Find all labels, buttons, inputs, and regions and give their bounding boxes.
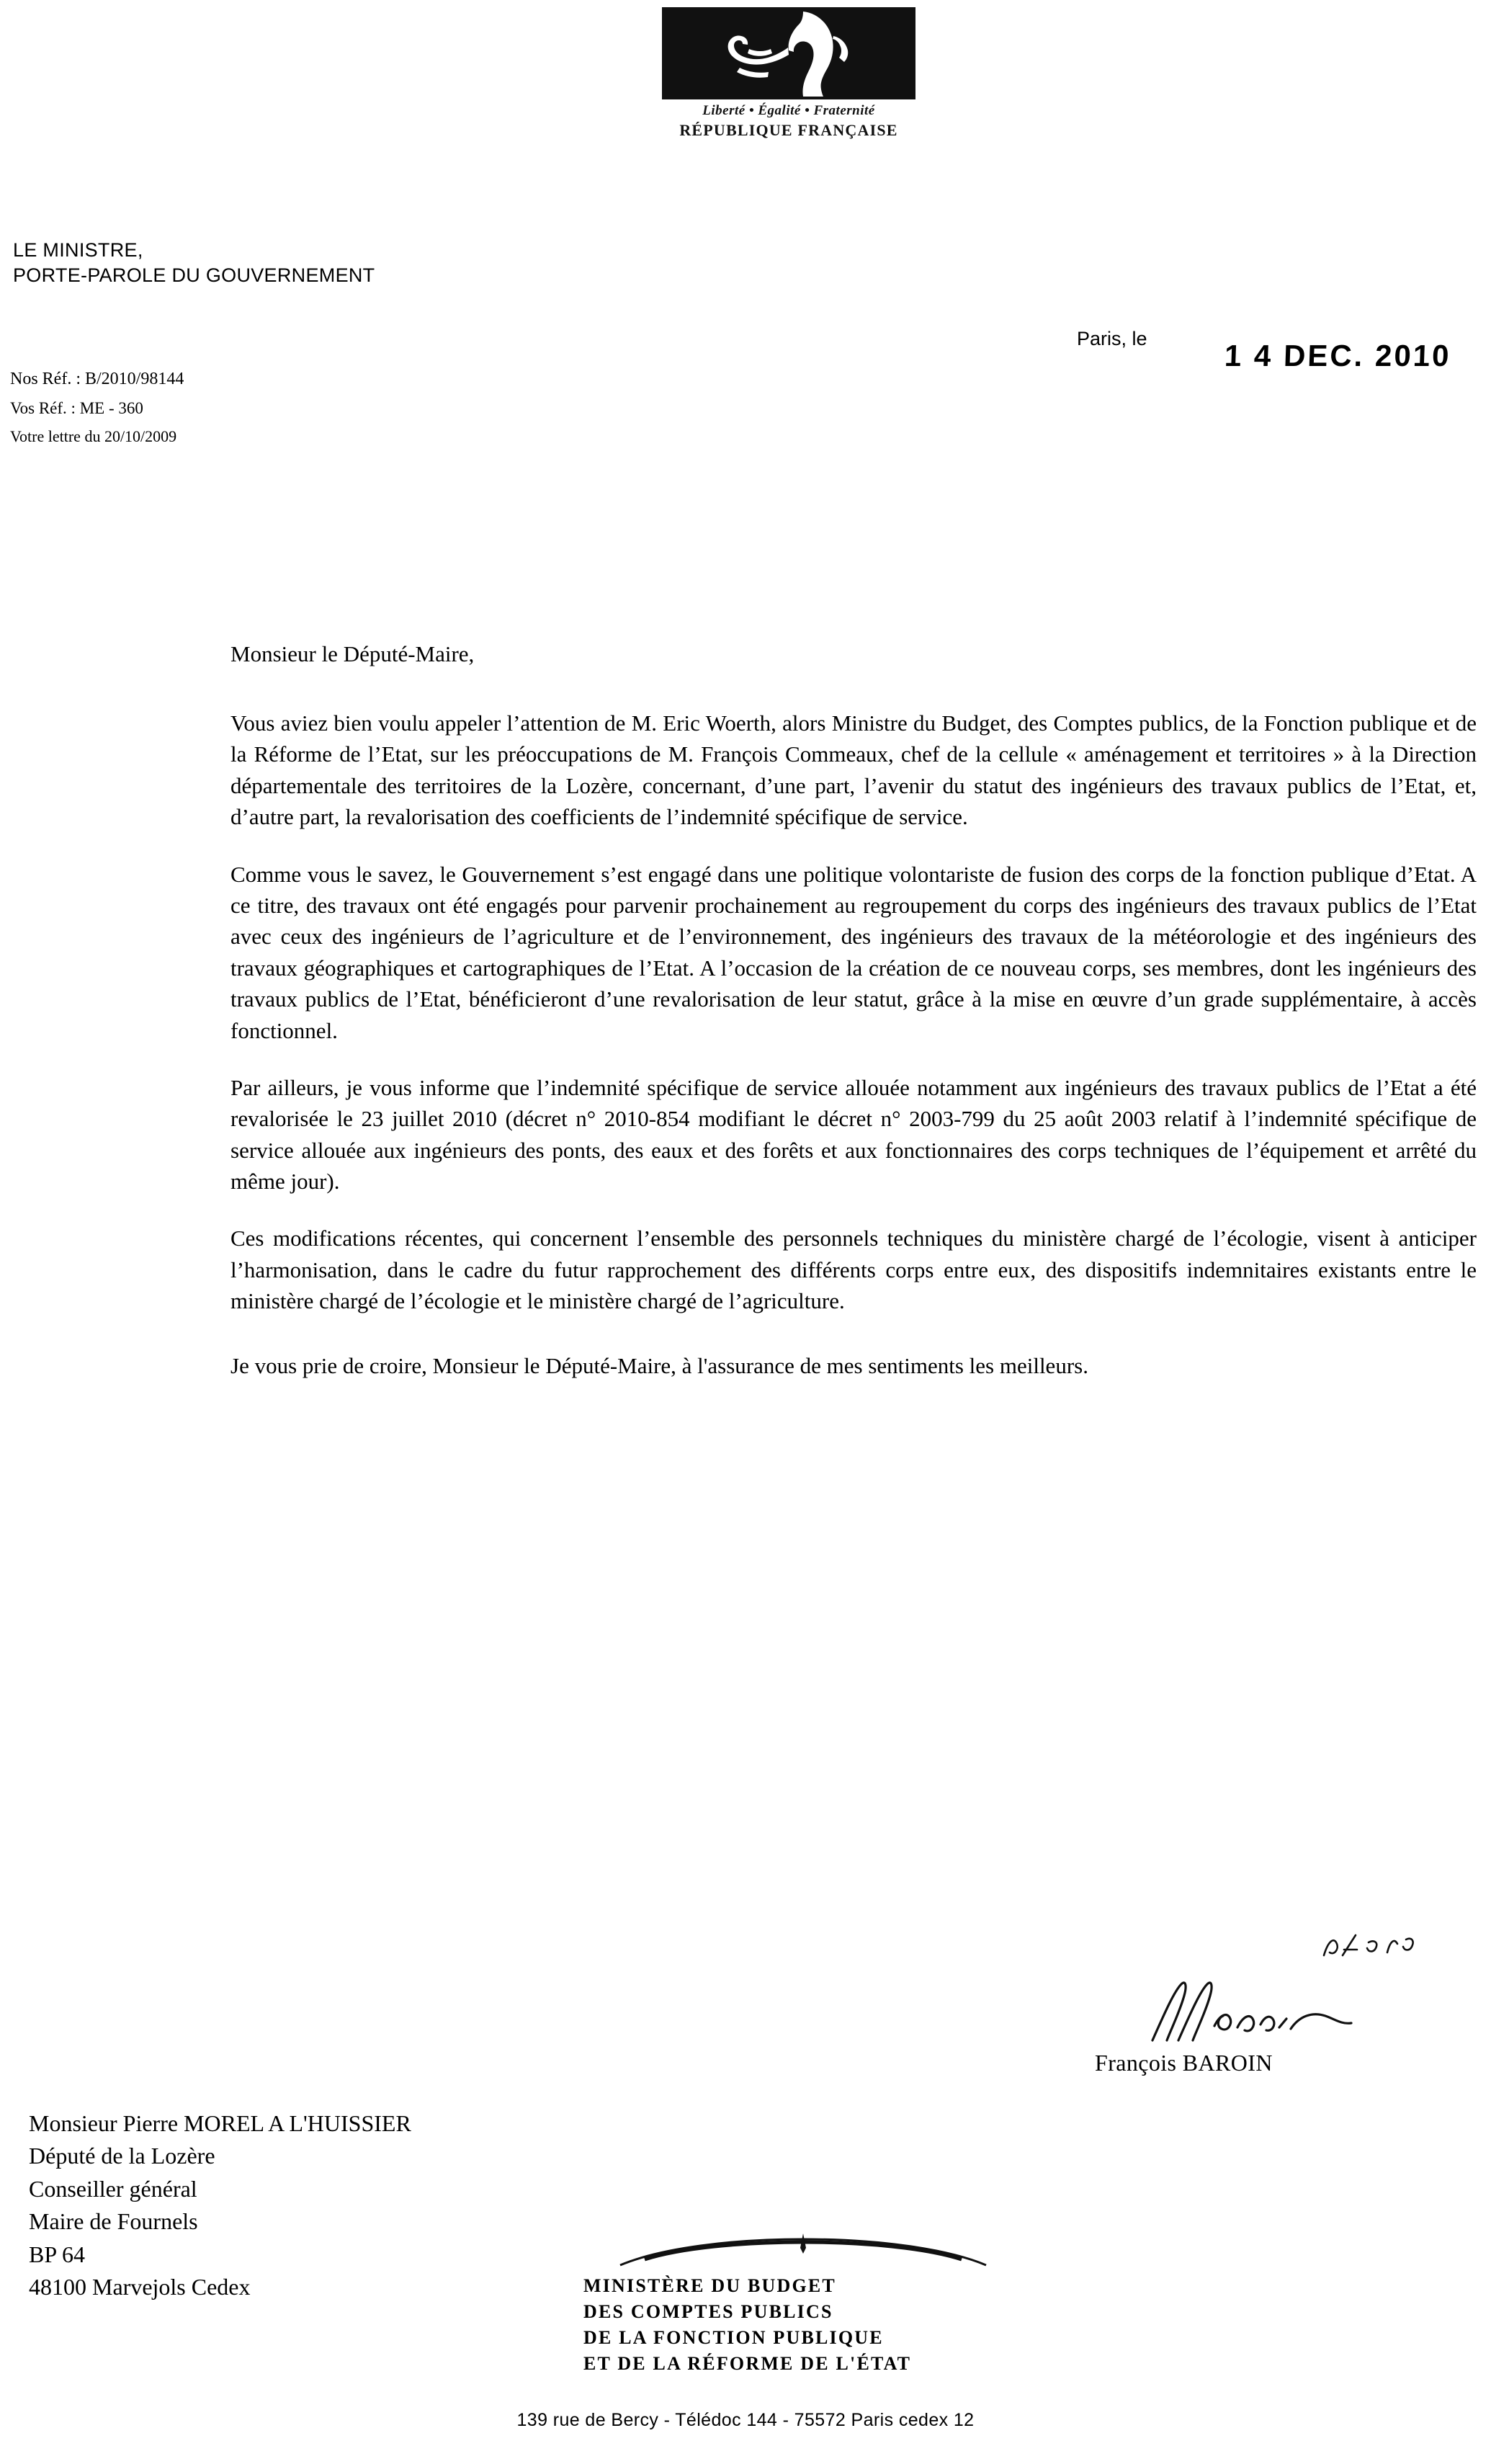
place-label: Paris, le [1077,328,1147,349]
sender-line-1: LE MINISTRE, [13,239,143,261]
footer-address: 139 rue de Bercy - Télédoc 144 - 75572 Paris cedex 12 [516,2410,975,2430]
reference-block [10,364,184,451]
paragraph-2: Comme vous le savez, le Gouvernement s’est engagé dans une politique volontariste de fusion des corps de la fonction publique d’Etat. A ce titre, des travaux ont été engagés pour parvenir prochainement au regroupement du corps des ingénieurs des travaux publics de l’Etat avec ceux des ingénieurs de l’agriculture et de l’environnement, des ingénieurs des travaux de la météorologie et des ingénieurs des travaux géographiques et cartographiques de l’Etat. A l’occasion de la création de ce nouveau corps, ses membres, dont les ingénieurs des travaux publics de l’Etat, bénéficieront d’une revalorisation de leur statut, grâce à la mise en œuvre d’un grade supplémentaire, à accès fonctionnel. [230,861,1477,1043]
marianne-profile-icon [662,7,915,99]
paragraph-1: Vous aviez bien voulu appeler l’attention de M. Eric Woerth, alors Ministre du Budget, des Comptes publics, de la Fonction publique et de la Réforme de l’Etat, sur les préoccupations de M. François Commeaux, chef de la cellule « aménagement et territoires » à la Direction départementale des territoires de la Lozère, concernant, d’une part, l’avenir du statut des ingénieurs des travaux publics de l’Etat, et, d’autre part, la revalorisation des coefficients de l’indemnité spécifique de service. [230,710,1477,830]
signature-name: François BAROIN [1095,2050,1273,2076]
paragraph-4: Ces modifications récentes, qui concernent l’ensemble des personnels techniques du ministère chargé de l’écologie, visent à anticiper l’harmonisation, dans le cadre du futur rapprochement des différents corps entre eux, des dispositifs indemnitaires existants entre le ministère chargé de l’écologie et le ministère chargé de l’agriculture. [230,1226,1477,1314]
republic-emblem [659,7,918,140]
ministry-title [583,2273,1044,2377]
ministry-line: DES COMPTES PUBLICS [583,2300,833,2322]
our-reference: Nos Réf. : B/2010/98144 [10,370,184,388]
recipient-line: 48100 Marvejols Cedex [29,2274,251,2300]
republic-title: RÉPUBLIQUE FRANÇAISE [679,121,898,139]
date-stamp: 1 4 DEC. 2010 [1224,339,1452,372]
ministry-line: ET DE LA RÉFORME DE L'ÉTAT [583,2352,912,2374]
closing-paragraph: Je vous prie de croire, Monsieur le Député-Maire, à l'assurance de mes sentiments les meilleurs. [230,1352,1088,1378]
ministry-arc-icon [616,2226,990,2269]
paragraph-3: Par ailleurs, je vous informe que l’indemnité spécifique de service allouée notamment aux ingénieurs des travaux publics de l’Etat a été revalorisée le 23 juillet 2010 (décret n° 2010-854 modifiant le décret n° 2003-799 du 25 août 2003 relatif à l’indemnité spécifique de service allouée aux ingénieurs des ponts, des eaux et des forêts et aux fonctionnaires des corps techniques de l’équipement et arrêté du même jour). [230,1074,1477,1195]
marianne-emblem-box [662,7,915,99]
your-reference: Vos Réf. : ME - 360 [10,399,143,417]
recipient-line: Conseiller général [29,2175,197,2202]
salutation: Monsieur le Député-Maire, [230,641,475,666]
handwritten-signature [1145,1974,1383,2053]
your-letter-date: Votre lettre du 20/10/2009 [10,427,177,446]
letter-body [230,641,1491,1381]
recipient-line: Député de la Lozère [29,2143,215,2169]
handwritten-annotation-icon [1318,1924,1462,1967]
ministry-line: MINISTÈRE DU BUDGET [583,2275,836,2296]
recipient-line: Monsieur Pierre MOREL A L'HUISSIER [29,2110,411,2136]
sender-block [13,238,375,287]
devise-text: Liberté • Égalité • Fraternité [702,103,875,118]
recipient-line: Maire de Fournels [29,2208,198,2235]
recipient-line: BP 64 [29,2241,85,2267]
sender-line-2: PORTE-PAROLE DU GOUVERNEMENT [13,264,375,286]
ministry-line: DE LA FONCTION PUBLIQUE [583,2326,884,2348]
recipient-block [29,2107,411,2304]
